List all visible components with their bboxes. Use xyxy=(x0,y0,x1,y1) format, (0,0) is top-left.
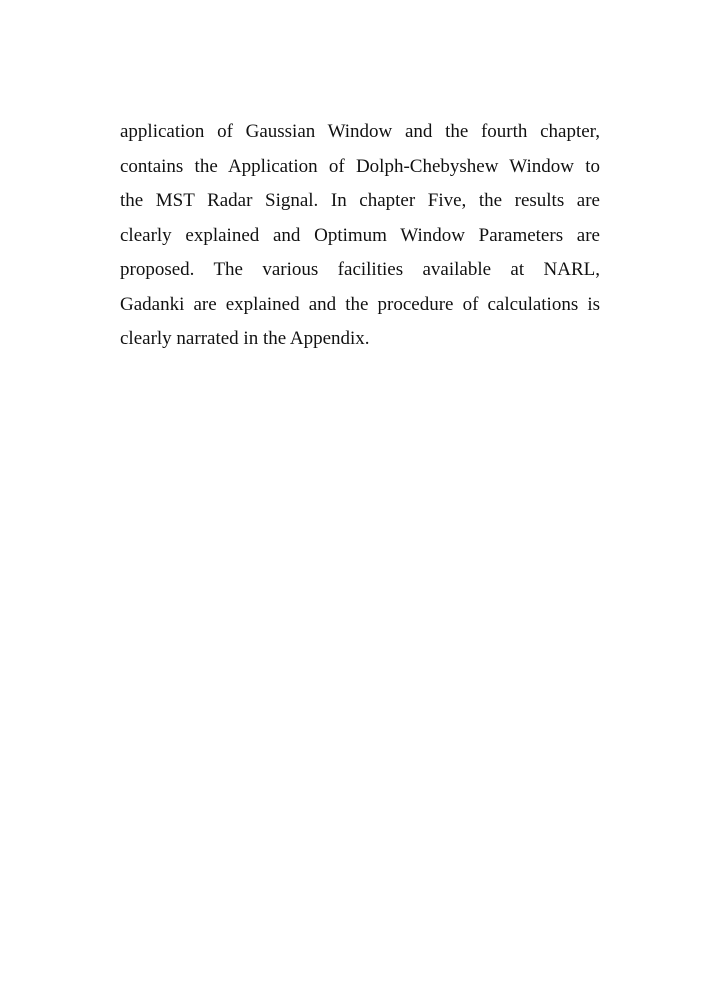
paragraph-line: Gadanki are explained and the procedure of calculations is xyxy=(120,293,600,315)
body-paragraph xyxy=(120,117,600,359)
paragraph-line: application of Gaussian Window and the fourth chapter, xyxy=(120,121,600,142)
paragraph-line: proposed. The various facilities available at NARL, xyxy=(120,259,600,280)
paragraph-line: the MST Radar Signal. In chapter Five, the results are xyxy=(120,190,600,211)
paragraph-line: clearly explained and Optimum Window Parameters are xyxy=(120,224,600,246)
paragraph-line: contains the Application of Dolph-Chebyshew Window to xyxy=(120,155,600,177)
paragraph-line: clearly narrated in the Appendix. xyxy=(120,328,370,349)
